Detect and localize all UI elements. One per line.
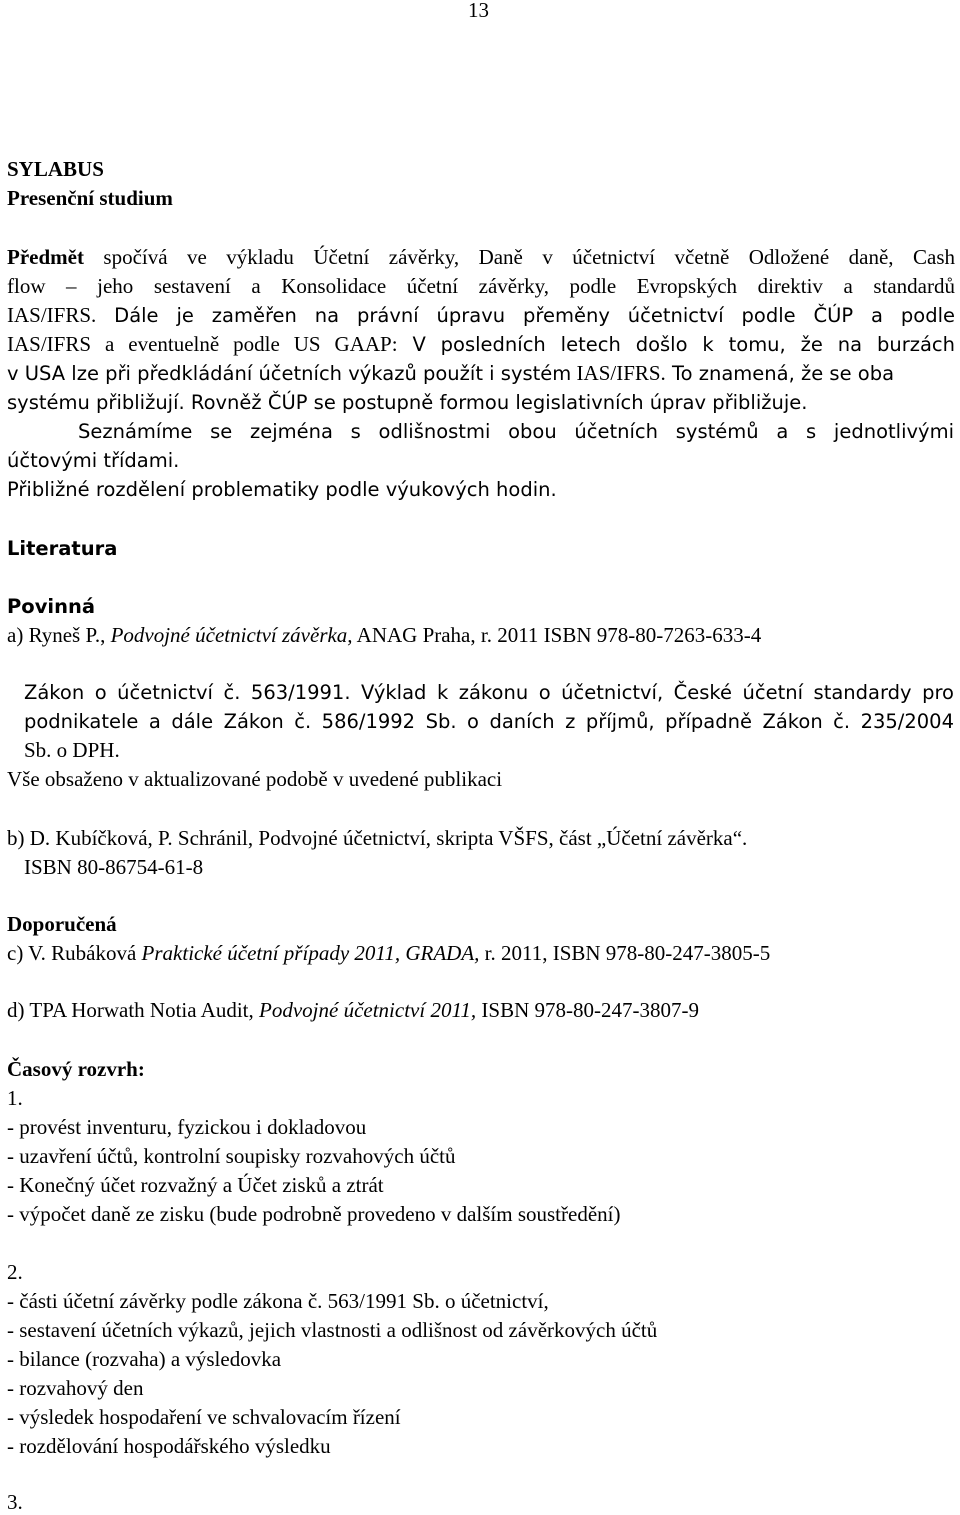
syllabus-subtitle: Presenční studium (7, 186, 173, 210)
reference-a (7, 623, 761, 648)
reference-d (7, 998, 699, 1023)
law-line-2: podnikatele a dále Zákon č. 586/1992 Sb. o daních z příjmů, případně Zákon č. 235/2004 (24, 710, 954, 733)
intro-line-1-text: spočívá ve výkladu Účetní závěrky, Daně v účetnictví včetně Odložené daně, Cash (83, 245, 955, 269)
intro-line-4-sans: V posledních letech došlo k tomu, že na burzách (397, 333, 955, 356)
intro-line-4 (7, 332, 955, 357)
schedule-heading: Časový rozvrh: (7, 1057, 145, 1081)
schedule-section-2-number: 2. (7, 1260, 23, 1284)
schedule-item: - provést inventuru, fyzickou i dokladovou (7, 1115, 367, 1139)
intro-line-7: Seznámíme se zejména s odlišnostmi obou účetních systémů a s jednotlivými (78, 420, 954, 443)
intro-line-6: systému přibližují. Rovněž ČÚP se postupně formou legislativních úprav přibližuje. (7, 391, 808, 414)
reference-a-rest: ANAG Praha, r. 2011 ISBN 978-80-7263-633-4 (352, 623, 762, 647)
reference-a-title: Podvojné účetnictví závěrka, (105, 623, 353, 647)
intro-line-8: účtovými třídami. (7, 449, 180, 472)
intro-line-2: flow – jeho sestavení a Konsolidace účetní závěrky, podle Evropských direktiv a standardů (7, 274, 955, 298)
schedule-item: - výsledek hospodaření ve schvalovacím řízení (7, 1405, 401, 1429)
intro-line-9: Přibližné rozdělení problematiky podle výukových hodin. (7, 478, 557, 501)
intro-line-3-sans: Dále je zaměřen na právní úpravu přeměny účetnictví podle ČÚP a podle (96, 304, 955, 327)
law-line-3: Sb. o DPH. (24, 738, 120, 762)
schedule-item: - rozvahový den (7, 1376, 144, 1400)
schedule-item: - výpočet daně ze zisku (bude podrobně provedeno v dalším soustředění) (7, 1202, 621, 1226)
schedule-section-3-number: 3. (7, 1490, 23, 1514)
literature-heading: Literatura (7, 537, 118, 560)
reference-d-rest: ISBN 978-80-247-3807-9 (476, 998, 699, 1022)
intro-line-4-serif: IAS/IFRS a eventuelně podle US GAAP: (7, 332, 398, 356)
intro-line-5-serif: IAS/IFRS. (571, 361, 666, 385)
law-note: Vše obsaženo v aktualizované podobě v uvedené publikaci (7, 767, 503, 791)
reference-c (7, 941, 770, 966)
intro-line-3-serif: IAS/IFRS. (7, 303, 97, 327)
reference-d-author: d) TPA Horwath Notia Audit, (7, 998, 254, 1022)
schedule-item: - uzavření účtů, kontrolní soupisky rozvahových účtů (7, 1144, 456, 1168)
law-line-1: Zákon o účetnictví č. 563/1991. Výklad k zákonu o účetnictví, České účetní standardy pro (24, 681, 954, 704)
intro-line-5-sans-2: To znamená, že se oba (665, 362, 895, 385)
reference-b-isbn: ISBN 80-86754-61-8 (24, 855, 204, 879)
page-number: 13 (468, 0, 489, 22)
schedule-item: - části účetní závěrky podle zákona č. 563/1991 Sb. o účetnictví, (7, 1289, 549, 1313)
reference-a-author: a) Ryneš P., (7, 623, 106, 647)
syllabus-title: SYLABUS (7, 157, 104, 181)
reference-c-author: c) V. Rubáková (7, 941, 137, 965)
reference-c-rest: r. 2011, ISBN 978-80-247-3805-5 (479, 941, 771, 965)
schedule-item: - sestavení účetních výkazů, jejich vlastnosti a odlišnost od závěrkových účtů (7, 1318, 658, 1342)
schedule-item: - Konečný účet rozvažný a Účet zisků a ztrát (7, 1173, 384, 1197)
intro-bold-word: Předmět (7, 245, 84, 269)
required-heading: Povinná (7, 595, 96, 618)
intro-line-3 (7, 303, 955, 328)
reference-c-title: Praktické účetní případy 2011, GRADA, (136, 941, 480, 965)
intro-line-5-sans: v USA lze při předkládání účetních výkazů použít i systém (7, 362, 572, 385)
schedule-item: - bilance (rozvaha) a výsledovka (7, 1347, 282, 1371)
reference-d-title: Podvojné účetnictví 2011, (253, 998, 477, 1022)
intro-line-1 (7, 245, 955, 270)
reference-b: b) D. Kubíčková, P. Schránil, Podvojné účetnictví, skripta VŠFS, část „Účetní závěrka“. (7, 826, 748, 850)
schedule-item: - rozdělování hospodářského výsledku (7, 1434, 331, 1458)
recommended-heading: Doporučená (7, 912, 117, 936)
intro-line-5 (7, 361, 894, 386)
schedule-section-1-number: 1. (7, 1086, 23, 1110)
